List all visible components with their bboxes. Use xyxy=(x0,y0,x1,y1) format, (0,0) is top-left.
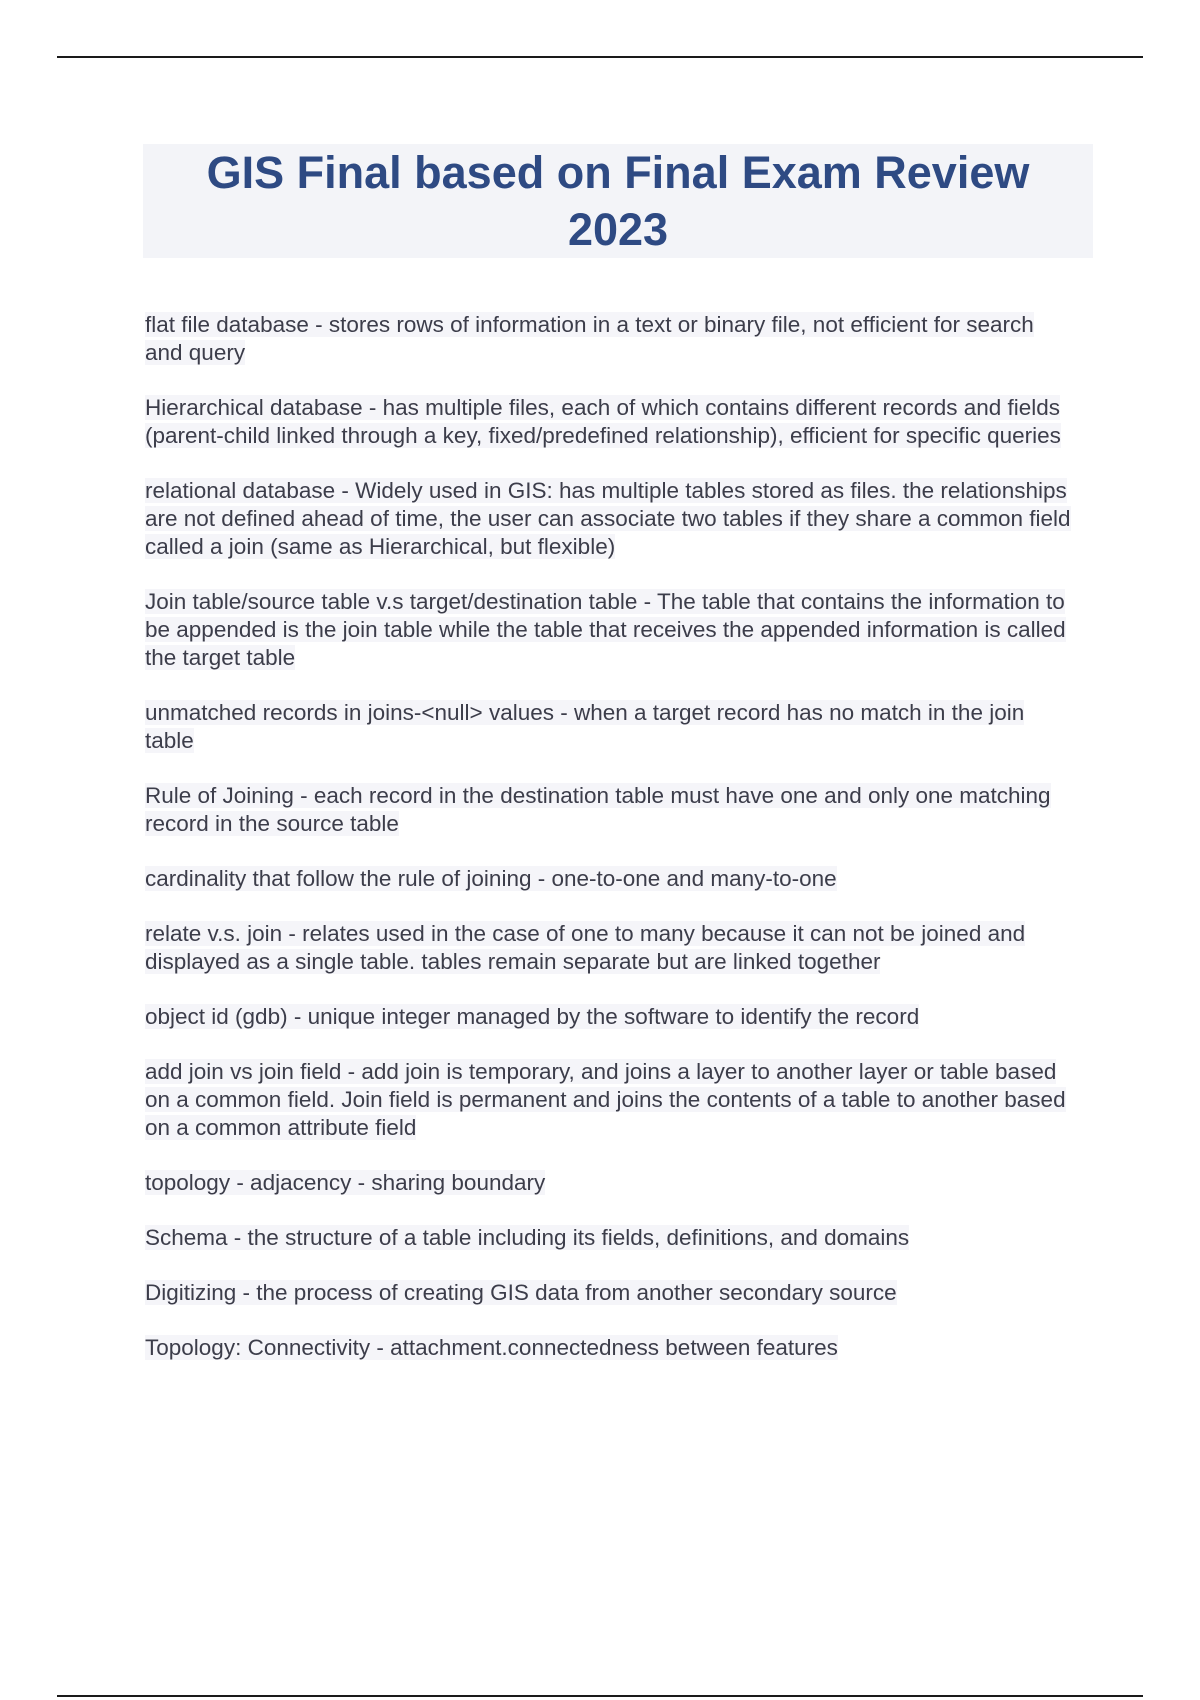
bottom-divider xyxy=(57,1695,1143,1697)
entry-text: Rule of Joining - each record in the destination table must have one and only one matching record in the source table xyxy=(145,783,1051,836)
entry-text: Digitizing - the process of creating GIS data from another secondary source xyxy=(145,1280,897,1305)
entry-text: relate v.s. join - relates used in the case of one to many because it can not be joined and displayed as a single table. tables remain separate but are linked together xyxy=(145,921,1026,974)
entry xyxy=(145,1224,1075,1252)
title-banner xyxy=(143,144,1093,258)
entry xyxy=(145,1058,1075,1142)
entry-text: relational database - Widely used in GIS: has multiple tables stored as files. the relationships are not defined ahead of time, the user can associate two tables if they share a common field called a join (same as Hierarchical, but flexible) xyxy=(145,478,1071,559)
entry-text: Topology: Connectivity - attachment.connectedness between features xyxy=(145,1335,838,1360)
entry xyxy=(145,394,1075,450)
entry xyxy=(145,477,1075,561)
entry-text: cardinality that follow the rule of joining - one-to-one and many-to-one xyxy=(145,866,837,891)
entry xyxy=(145,699,1075,755)
entry-text: unmatched records in joins-<null> values - when a target record has no match in the join table xyxy=(145,700,1025,753)
entry xyxy=(145,1279,1075,1307)
entry-text: object id (gdb) - unique integer managed by the software to identify the record xyxy=(145,1004,920,1029)
entry-text: Hierarchical database - has multiple files, each of which contains different records and fields (parent-child linked through a key, fixed/predefined relationship), efficient for specific queries xyxy=(145,395,1061,448)
entry-text: flat file database - stores rows of information in a text or binary file, not efficient for search and query xyxy=(145,312,1034,365)
entry xyxy=(145,1334,1075,1362)
document-title: GIS Final based on Final Exam Review 2023 xyxy=(206,147,1030,255)
entry xyxy=(145,920,1075,976)
entry-text: add join vs join field - add join is temporary, and joins a layer to another layer or table based on a common field. Join field is permanent and joins the contents of a table to another based on a common attribute field xyxy=(145,1059,1066,1140)
entry-text: Schema - the structure of a table including its fields, definitions, and domains xyxy=(145,1225,910,1250)
entry-text: topology - adjacency - sharing boundary xyxy=(145,1170,546,1195)
top-divider xyxy=(57,56,1143,58)
entry-text: Join table/source table v.s target/destination table - The table that contains the information to be appended is the join table while the table that receives the appended information is called the target table xyxy=(145,589,1066,670)
entry xyxy=(145,1003,1075,1031)
entry xyxy=(145,1169,1075,1197)
entry xyxy=(145,865,1075,893)
entry xyxy=(145,782,1075,838)
entry xyxy=(145,588,1075,672)
entry-list xyxy=(145,311,1075,1389)
entry xyxy=(145,311,1075,367)
